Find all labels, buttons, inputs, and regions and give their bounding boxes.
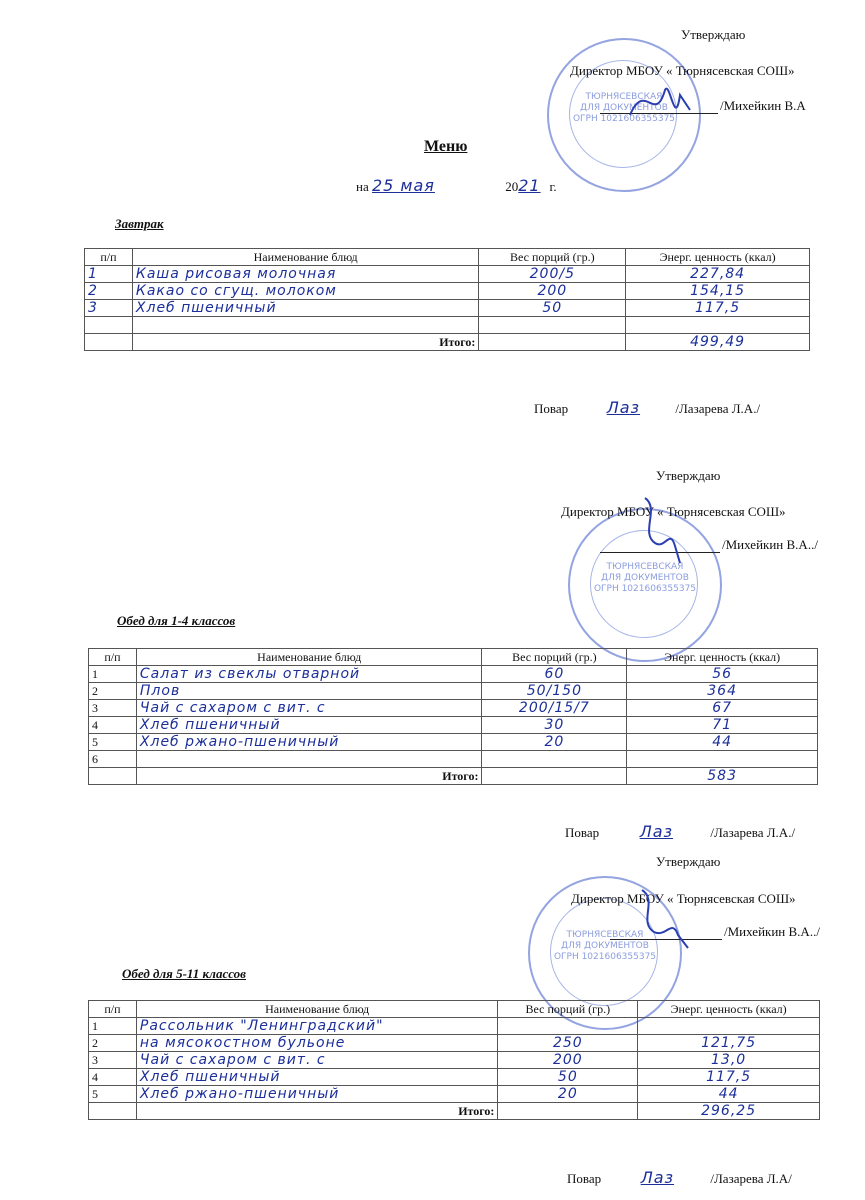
col-header: Энерг. ценность (ккал) — [638, 1001, 820, 1018]
stamp-text: ТЮРНЯСЕВСКАЯ ДЛЯ ДОКУМЕНТОВ ОГРН 1021606355375 — [572, 92, 676, 124]
total-label: Итого: — [136, 768, 482, 785]
director-label: Директор МБОУ « Тюрнясевская СОШ» — [561, 504, 786, 519]
director-name: /Михейкин В.А../ — [722, 537, 818, 552]
table-row: 5 Хлеб ржано-пшеничный 20 44 — [89, 1086, 820, 1103]
date-line: на 25 мая 2021 г. — [356, 176, 557, 195]
total-row — [89, 768, 818, 785]
table-row: 3 Чай с сахаром с вит. с 200 13,0 — [89, 1052, 820, 1069]
cook-name: /Лазарева Л.А/ — [710, 1171, 792, 1186]
cook-name: /Лазарева Л.А./ — [710, 825, 796, 840]
table-row: 1 Каша рисовая молочная 200/5 227,84 — [85, 266, 810, 283]
cook-block-3 — [567, 1168, 792, 1187]
total-value: 499,49 — [626, 334, 810, 351]
breakfast-table — [84, 248, 810, 351]
approve-label: Утверждаю — [681, 27, 746, 42]
director-name: /Михейкин В.А../ — [724, 924, 820, 939]
total-value: 583 — [627, 768, 818, 785]
table-row: 6 — [89, 751, 818, 768]
date-year: 21 — [518, 176, 541, 195]
director-signature — [630, 880, 700, 960]
cook-block-1 — [534, 398, 760, 417]
table-row: 3 Чай с сахаром с вит. с 200/15/7 67 — [89, 700, 818, 717]
cook-label: Повар — [565, 825, 600, 840]
approve-label: Утверждаю — [656, 468, 721, 483]
col-header: Наименование блюд — [136, 1001, 498, 1018]
director-signature — [630, 488, 690, 578]
cook-signature: Лаз — [639, 822, 674, 841]
table-row: 3 Хлеб пшеничный 50 117,5 — [85, 300, 810, 317]
approve-label: Утверждаю — [656, 854, 721, 869]
col-header: п/п — [89, 649, 137, 666]
total-value: 296,25 — [638, 1103, 820, 1120]
lunch-1-4-title: Обед для 1-4 классов — [117, 613, 236, 628]
table-row: 1 Салат из свеклы отварной 60 56 — [89, 666, 818, 683]
table-row: 1 Рассольник "Ленинградский" — [89, 1018, 820, 1035]
col-header: Наименование блюд — [136, 649, 482, 666]
breakfast-title: Завтрак — [115, 216, 164, 231]
cook-label: Повар — [534, 401, 569, 416]
table-row: 2 Какао со сгущ. молоком 200 154,15 — [85, 283, 810, 300]
table-row: 2 на мясокостном бульоне 250 121,75 — [89, 1035, 820, 1052]
director-name: /Михейкин В.А — [720, 98, 806, 113]
cook-block-2 — [565, 822, 795, 841]
cook-signature: Лаз — [606, 398, 641, 417]
lunch-1-4-table — [88, 648, 818, 785]
col-header: п/п — [85, 249, 133, 266]
director-label: Директор МБОУ « Тюрнясевская СОШ» — [570, 63, 795, 78]
cook-name: /Лазарева Л.А./ — [675, 401, 761, 416]
page-title: Меню — [424, 138, 468, 155]
cook-label: Повар — [567, 1171, 602, 1186]
total-label: Итого: — [136, 1103, 498, 1120]
table-row: 4 Хлеб пшеничный 50 117,5 — [89, 1069, 820, 1086]
cook-signature: Лаз — [640, 1168, 675, 1187]
total-row — [89, 1103, 820, 1120]
col-header: Вес порций (гр.) — [482, 649, 627, 666]
stamp-text: ТЮРНЯСЕВСКАЯ ДЛЯ ДОКУМЕНТОВ ОГРН 1021606355375 — [593, 562, 697, 594]
table-row: 2 Плов 50/150 364 — [89, 683, 818, 700]
stamp-text: ТЮРНЯСЕВСКАЯ ДЛЯ ДОКУМЕНТОВ ОГРН 1021606355375 — [553, 930, 657, 962]
director-label: Директор МБОУ « Тюрнясевская СОШ» — [571, 891, 796, 906]
table-row — [85, 317, 810, 334]
director-signature — [620, 75, 700, 135]
total-label: Итого: — [132, 334, 479, 351]
table-row: 5 Хлеб ржано-пшеничный 20 44 — [89, 734, 818, 751]
col-header: Вес порций (гр.) — [498, 1001, 638, 1018]
total-row — [85, 334, 810, 351]
lunch-5-11-title: Обед для 5-11 классов — [122, 966, 246, 981]
table-row: 4 Хлеб пшеничный 30 71 — [89, 717, 818, 734]
lunch-5-11-table — [88, 1000, 820, 1120]
col-header: Энерг. ценность (ккал) — [627, 649, 818, 666]
col-header: Наименование блюд — [132, 249, 479, 266]
col-header: Вес порций (гр.) — [479, 249, 626, 266]
col-header: п/п — [89, 1001, 137, 1018]
col-header: Энерг. ценность (ккал) — [626, 249, 810, 266]
date-day-month: 25 мая — [371, 176, 435, 195]
